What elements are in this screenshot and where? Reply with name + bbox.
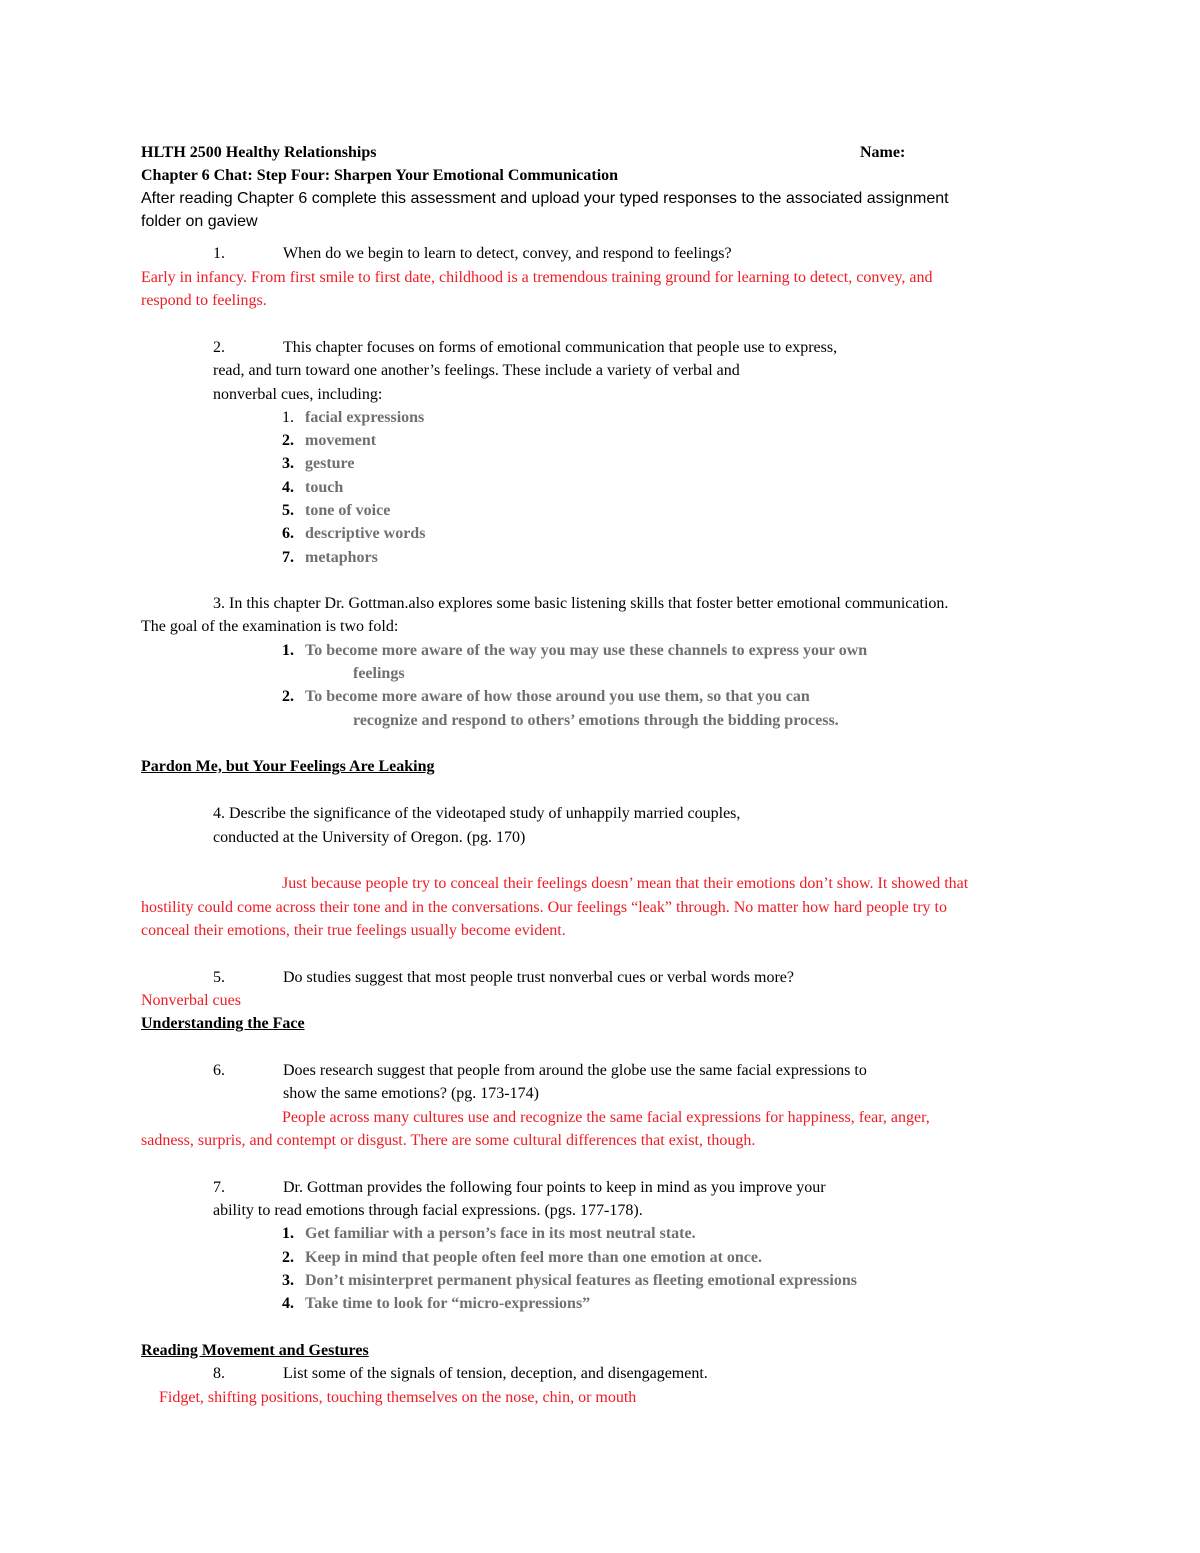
- q8-question: List some of the signals of tension, deception, and disengagement.: [283, 1365, 708, 1382]
- q1-answer-line-2: respond to feelings.: [141, 292, 267, 309]
- tip-number: 2.: [282, 1249, 294, 1266]
- cue-item: metaphors: [305, 549, 378, 566]
- goal-number: 2.: [282, 688, 294, 705]
- q5-number: 5.: [213, 969, 225, 986]
- tip-text: Keep in mind that people often feel more than one emotion at once.: [305, 1249, 762, 1266]
- q4-line-2: conducted at the University of Oregon. (pg. 170): [213, 829, 526, 846]
- tip-number: 3.: [282, 1272, 294, 1289]
- instructions-line-1: After reading Chapter 6 complete this assessment and upload your typed responses to the associated assignment: [141, 190, 949, 207]
- q1-number: 1.: [213, 245, 225, 262]
- section-heading-understanding-face: Understanding the Face: [141, 1015, 305, 1032]
- goal-number: 1.: [282, 642, 294, 659]
- q8-number: 8.: [213, 1365, 225, 1382]
- instructions-line-2: folder on gaview: [141, 213, 258, 230]
- q1-answer-line-1: Early in infancy. From first smile to first date, childhood is a tremendous training ground for learning to detect, convey, and: [141, 269, 933, 286]
- q7-line-2: ability to read emotions through facial expressions. (pgs. 177-178).: [213, 1202, 643, 1219]
- cue-item: descriptive words: [305, 525, 426, 542]
- q3-line-2: The goal of the examination is two fold:: [141, 618, 399, 635]
- q4-answer-line-1: Just because people try to conceal their feelings doesn’ mean that their emotions don’t show. It showed that: [282, 875, 969, 892]
- cue-number: 6.: [282, 525, 294, 542]
- cue-item: movement: [305, 432, 377, 449]
- q7-number: 7.: [213, 1179, 225, 1196]
- q5-question: Do studies suggest that most people trust nonverbal cues or verbal words more?: [283, 969, 794, 986]
- cue-item: tone of voice: [305, 502, 391, 519]
- q4-answer-line-2: hostility could come across their tone and in the conversations. Our feelings “leak” through. No matter how hard people try to: [141, 899, 947, 916]
- cue-number: 5.: [282, 502, 294, 519]
- chapter-title: Chapter 6 Chat: Step Four: Sharpen Your Emotional Communication: [141, 167, 619, 184]
- q7-line-1: Dr. Gottman provides the following four points to keep in mind as you improve your: [283, 1179, 826, 1196]
- q4-answer-line-3: conceal their emotions, their true feelings usually become evident.: [141, 922, 566, 939]
- tip-number: 1.: [282, 1225, 294, 1242]
- tip-text: Don’t misinterpret permanent physical features as fleeting emotional expressions: [305, 1272, 857, 1289]
- q1-question: When do we begin to learn to detect, convey, and respond to feelings?: [283, 245, 732, 262]
- goal-text-cont: recognize and respond to others’ emotions through the bidding process.: [353, 712, 839, 729]
- q8-answer: Fidget, shifting positions, touching themselves on the nose, chin, or mouth: [159, 1389, 637, 1406]
- cue-item: facial expressions: [305, 409, 425, 426]
- cue-item: gesture: [305, 455, 355, 472]
- q2-line-3: nonverbal cues, including:: [213, 386, 383, 403]
- cue-number: 2.: [282, 432, 294, 449]
- cue-item: touch: [305, 479, 344, 496]
- q6-number: 6.: [213, 1062, 225, 1079]
- tip-number: 4.: [282, 1295, 294, 1312]
- section-heading-movement-gestures: Reading Movement and Gestures: [141, 1342, 369, 1359]
- cue-number: 1.: [282, 409, 294, 426]
- q2-line-2: read, and turn toward one another’s feelings. These include a variety of verbal and: [213, 362, 740, 379]
- cue-number: 4.: [282, 479, 294, 496]
- name-label: Name:: [860, 144, 906, 161]
- q5-answer: Nonverbal cues: [141, 992, 241, 1009]
- q6-line-1: Does research suggest that people from around the globe use the same facial expressions to: [283, 1062, 867, 1079]
- q6-answer-line-1: People across many cultures use and recognize the same facial expressions for happiness, fear, anger,: [282, 1109, 930, 1126]
- goal-text: To become more aware of how those around you use them, so that you can: [305, 688, 810, 705]
- goal-text: To become more aware of the way you may use these channels to express your own: [305, 642, 868, 659]
- tip-text: Take time to look for “micro-expressions”: [305, 1295, 591, 1312]
- goal-text-cont: feelings: [353, 665, 405, 682]
- q2-line-1: This chapter focuses on forms of emotional communication that people use to express,: [283, 339, 838, 356]
- q6-line-2: show the same emotions? (pg. 173-174): [283, 1085, 539, 1102]
- q2-number: 2.: [213, 339, 225, 356]
- cue-number: 7.: [282, 549, 294, 566]
- tip-text: Get familiar with a person’s face in its most neutral state.: [305, 1225, 696, 1242]
- cue-number: 3.: [282, 455, 294, 472]
- q6-answer-line-2: sadness, surpris, and contempt or disgust. There are some cultural differences that exist, though.: [141, 1132, 756, 1149]
- section-heading-feelings-leaking: Pardon Me, but Your Feelings Are Leaking: [141, 758, 435, 775]
- course-title: HLTH 2500 Healthy Relationships: [141, 144, 377, 161]
- q3-line-1: 3. In this chapter Dr. Gottman.also explores some basic listening skills that foster better emotional communication.: [213, 595, 949, 612]
- q4-line-1: 4. Describe the significance of the videotaped study of unhappily married couples,: [213, 805, 741, 822]
